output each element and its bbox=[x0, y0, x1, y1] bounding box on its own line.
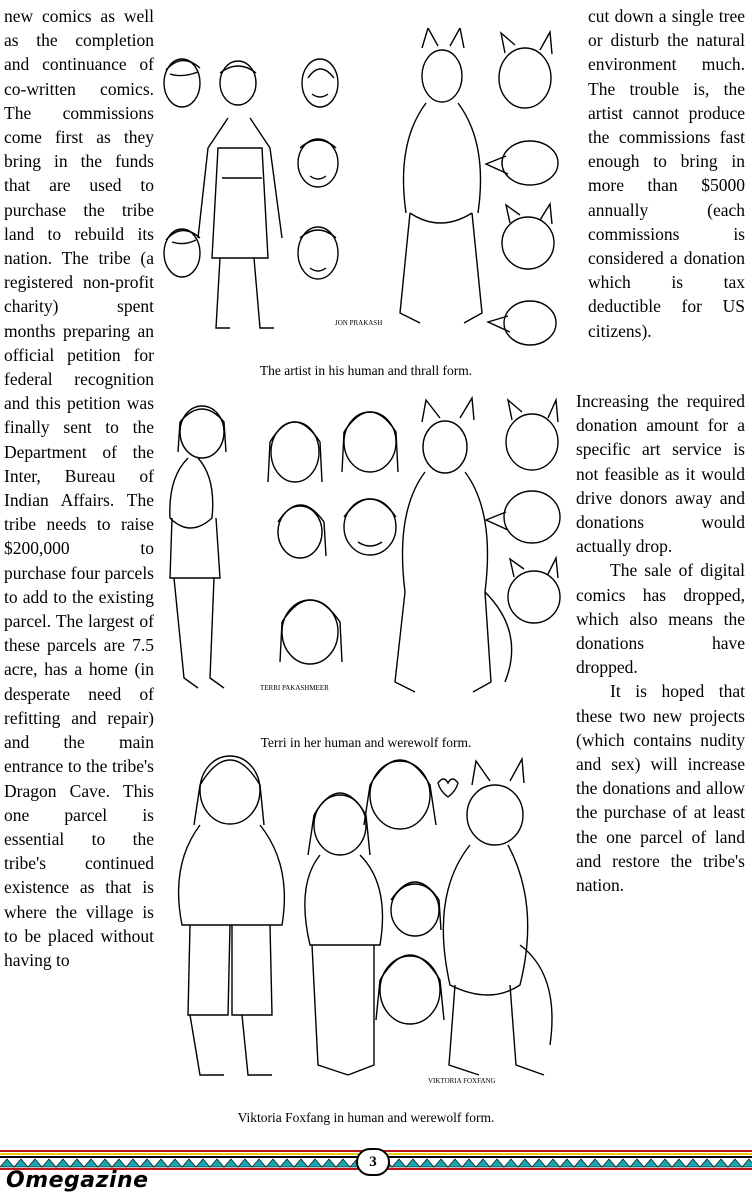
border-triangle bbox=[182, 1159, 196, 1167]
border-triangle bbox=[112, 1159, 126, 1167]
border-triangle bbox=[168, 1159, 182, 1167]
border-triangle bbox=[210, 1159, 224, 1167]
border-triangle bbox=[686, 1159, 700, 1167]
figure-terri-illustration bbox=[160, 392, 572, 722]
border-triangle bbox=[644, 1159, 658, 1167]
article-left-column bbox=[4, 4, 154, 972]
border-triangle bbox=[322, 1159, 336, 1167]
magazine-title: Omegazine bbox=[6, 1168, 149, 1193]
border-triangle bbox=[42, 1159, 56, 1167]
border-triangle bbox=[448, 1159, 462, 1167]
border-triangle bbox=[574, 1159, 588, 1167]
border-triangle bbox=[560, 1159, 574, 1167]
border-triangle bbox=[238, 1159, 252, 1167]
border-triangle bbox=[588, 1159, 602, 1167]
article-paragraph: cut down a single tree or disturb the natural environment much. The trouble is, the artist cannot produce the commissions fast enough to bring in more than $5000 annually (each commissions is considered a donation which is tax deductible for US citizens). bbox=[588, 6, 745, 341]
border-triangle bbox=[504, 1159, 518, 1167]
border-triangle bbox=[406, 1159, 420, 1167]
border-triangle bbox=[0, 1159, 14, 1167]
border-triangle bbox=[140, 1159, 154, 1167]
figure-caption: Viktoria Foxfang in human and werewolf form. bbox=[237, 1110, 495, 1125]
border-triangle bbox=[98, 1159, 112, 1167]
figure-caption: The artist in his human and thrall form. bbox=[259, 363, 473, 378]
border-triangle bbox=[616, 1159, 630, 1167]
border-triangle bbox=[476, 1159, 490, 1167]
border-triangle bbox=[434, 1159, 448, 1167]
figure-artist-illustration bbox=[160, 28, 572, 358]
border-triangle bbox=[630, 1159, 644, 1167]
border-triangle bbox=[196, 1159, 210, 1167]
viktoria-sketch-image bbox=[160, 745, 572, 1097]
article-right-column-top bbox=[588, 4, 745, 343]
border-triangle bbox=[518, 1159, 532, 1167]
border-triangle bbox=[84, 1159, 98, 1167]
border-triangle bbox=[308, 1159, 322, 1167]
border-triangle bbox=[126, 1159, 140, 1167]
border-triangle bbox=[392, 1159, 406, 1167]
figure-signature: VIKTORIA FOXFANG bbox=[428, 1077, 496, 1085]
border-triangle bbox=[672, 1159, 686, 1167]
border-triangle bbox=[280, 1159, 294, 1167]
article-paragraph: new comics as well as the completion and continuance of co-written comics. The commissions come first as they bring in the funds that are used to purchase the tribe land to rebuild its nation. The tribe (a registered non-profit charity) spent months preparing an official petition for federal recognition and this petition was finally sent to the Department of the Inter, Bureau of Indian Affairs. The tribe needs to raise $200,000 to purchase four parcels to add to the existing parcel. The largest of these parcels are 7.5 acre, has a home (in desperate need of refitting and repair) and the main entrance to the tribe's Dragon Cave. This one parcel is essential to the tribe's continued existence as that is where the village is to be placed without having to bbox=[4, 6, 154, 970]
border-triangle bbox=[700, 1159, 714, 1167]
figure-signature: TERRI PAKASHMEER bbox=[260, 684, 329, 692]
border-triangle bbox=[714, 1159, 728, 1167]
article-paragraph: The sale of digital comics has dropped, which also means the donations have dropped. bbox=[576, 560, 745, 678]
border-triangle bbox=[294, 1159, 308, 1167]
page-number: 3 bbox=[356, 1148, 390, 1176]
border-triangle bbox=[56, 1159, 70, 1167]
border-triangle bbox=[266, 1159, 280, 1167]
border-triangle bbox=[70, 1159, 84, 1167]
terri-sketch-image bbox=[160, 392, 572, 722]
border-triangle bbox=[546, 1159, 560, 1167]
border-triangle bbox=[252, 1159, 266, 1167]
artist-sketch-image bbox=[160, 28, 572, 358]
border-triangle bbox=[490, 1159, 504, 1167]
border-triangle bbox=[742, 1159, 752, 1167]
figure-caption: Terri in her human and werewolf form. bbox=[260, 735, 472, 750]
border-triangle bbox=[154, 1159, 168, 1167]
border-triangle bbox=[658, 1159, 672, 1167]
border-triangle bbox=[336, 1159, 350, 1167]
article-right-column-bottom bbox=[576, 389, 745, 897]
border-triangle bbox=[532, 1159, 546, 1167]
border-triangle bbox=[728, 1159, 742, 1167]
border-triangle bbox=[14, 1159, 28, 1167]
article-paragraph: It is hoped that these two new projects (which contains nudity and sex) will increase the donations and allow the purchase of at least the one parcel of land and restore the tribe's nation. bbox=[576, 681, 745, 896]
border-triangle bbox=[28, 1159, 42, 1167]
border-triangle bbox=[420, 1159, 434, 1167]
article-paragraph: Increasing the required donation amount for a specific art service is not feasible as it would drive donors away and donations would actually drop. bbox=[576, 391, 745, 557]
border-triangle bbox=[602, 1159, 616, 1167]
border-triangle bbox=[462, 1159, 476, 1167]
figure-viktoria-illustration bbox=[160, 745, 572, 1097]
figure-signature: JON PRAKASH bbox=[335, 319, 383, 327]
border-triangle bbox=[224, 1159, 238, 1167]
